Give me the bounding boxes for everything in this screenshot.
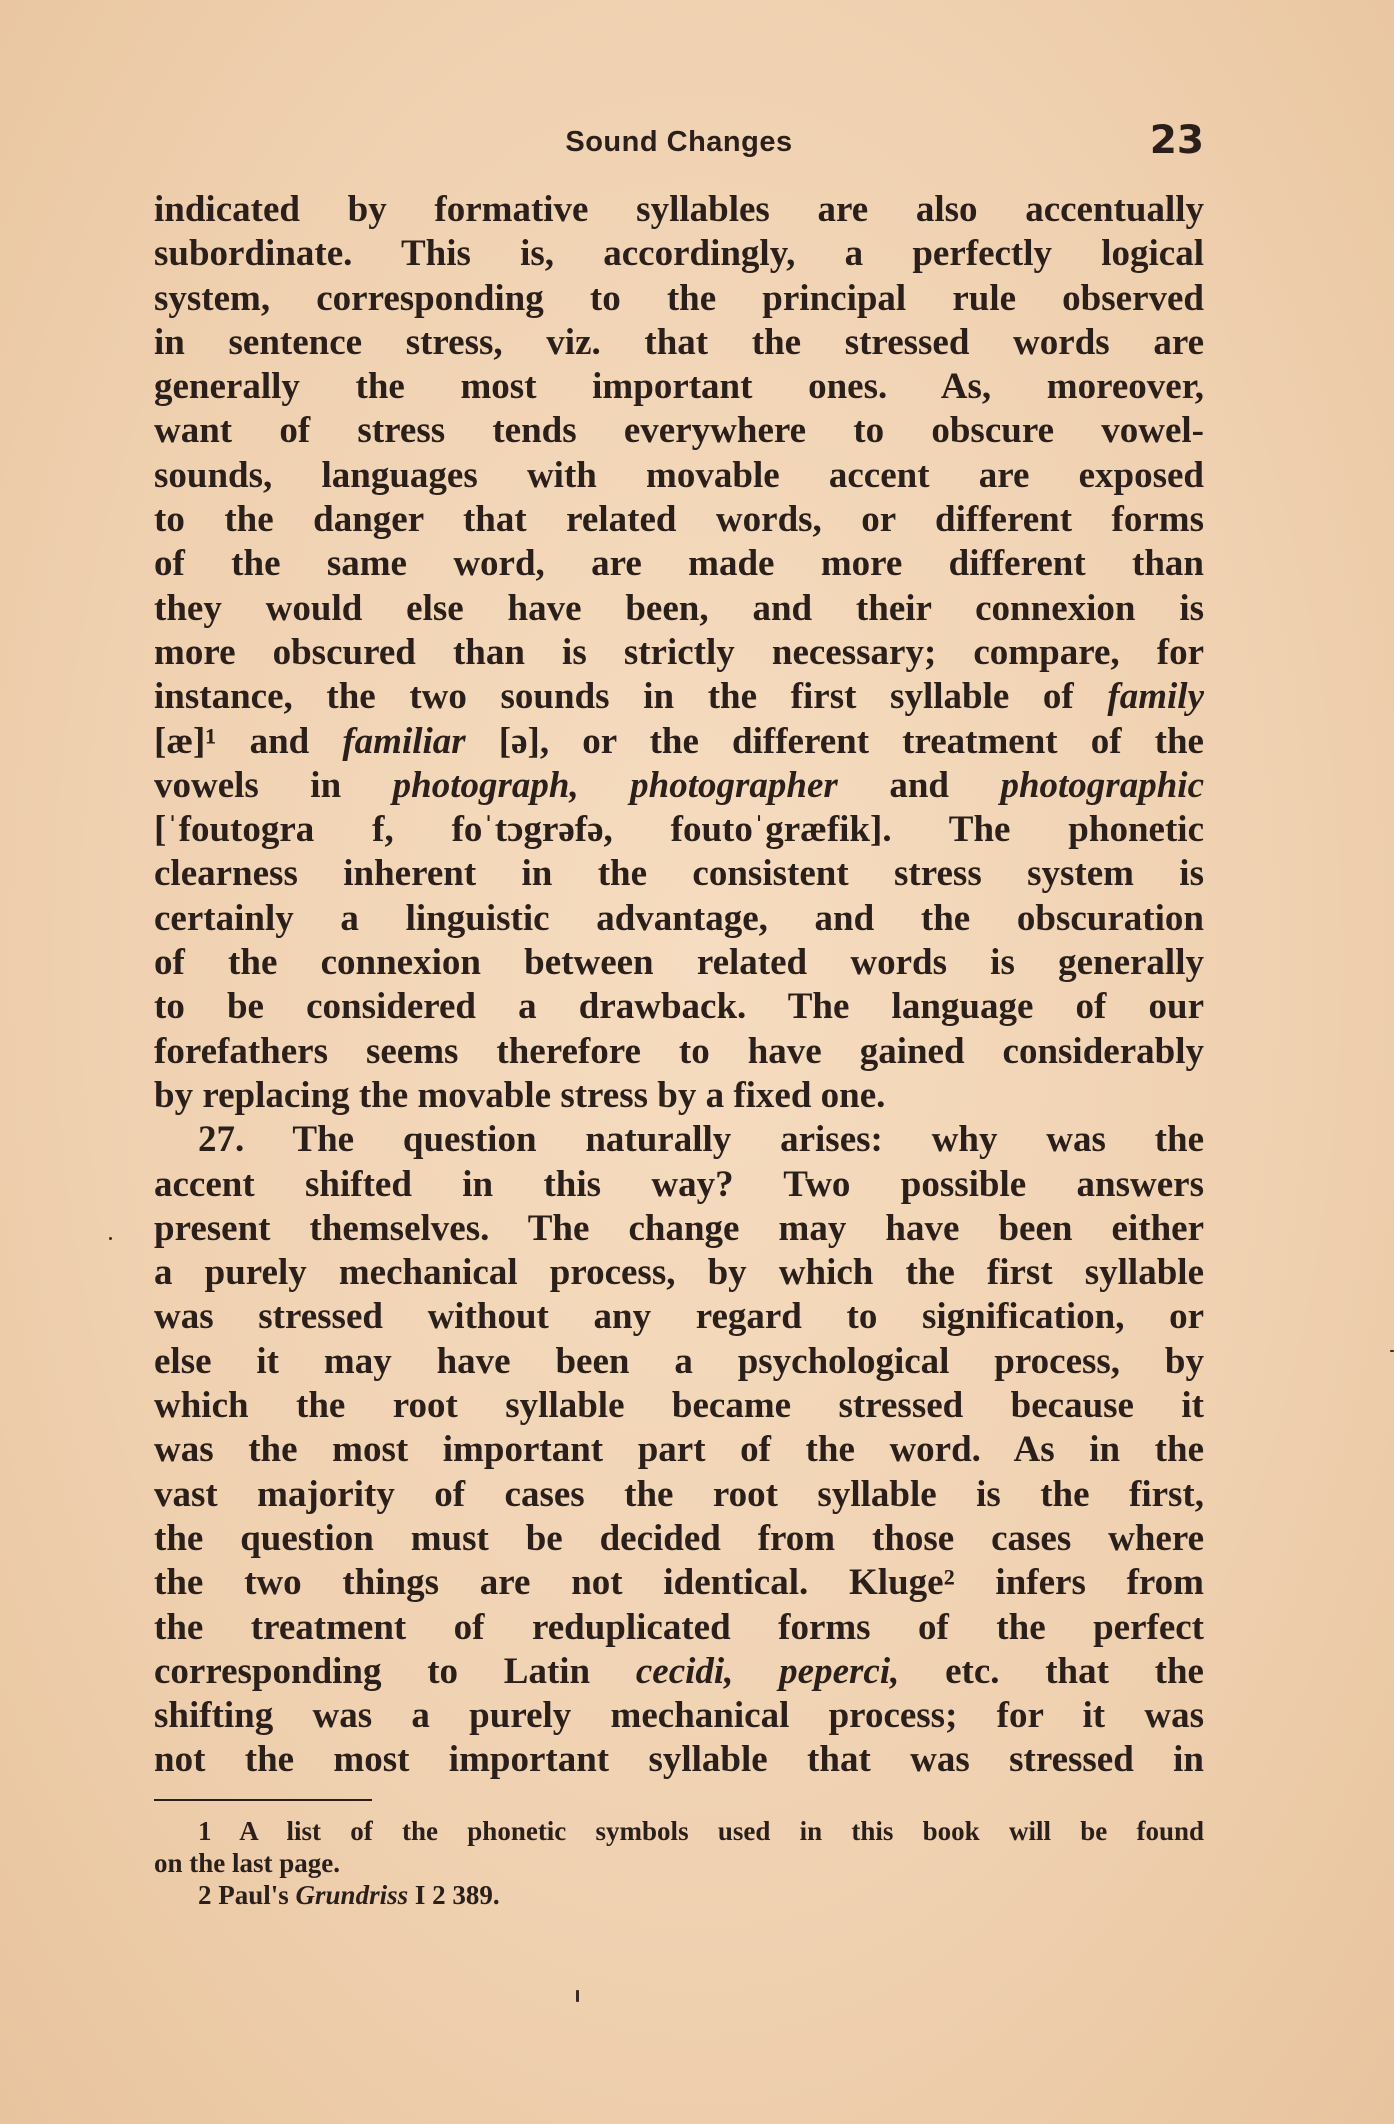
body-line bbox=[154, 852, 1204, 896]
body-line bbox=[154, 542, 1204, 586]
text-run: vast majority of cases the root syllable is the first, bbox=[154, 1473, 1204, 1515]
body-line bbox=[154, 985, 1204, 1029]
text-run: accent shifted in this way? Two possible answers bbox=[154, 1163, 1204, 1205]
body-line bbox=[154, 409, 1204, 453]
print-speck bbox=[576, 1990, 579, 2002]
body-line bbox=[154, 1340, 1204, 1384]
body-line bbox=[154, 277, 1204, 321]
body-line bbox=[154, 365, 1204, 409]
body-line bbox=[154, 1074, 1204, 1118]
text-run: 27. The question naturally arises: why was the bbox=[198, 1119, 1204, 1161]
body-line bbox=[154, 1207, 1204, 1251]
body-line bbox=[154, 232, 1204, 276]
text-run: I 2 389. bbox=[408, 1880, 500, 1910]
footnotes-line bbox=[154, 1847, 1204, 1879]
print-speck bbox=[109, 1237, 112, 1240]
body-line bbox=[154, 1251, 1204, 1295]
body-line bbox=[154, 941, 1204, 985]
body-line bbox=[154, 321, 1204, 365]
text-run: of the same word, are made more different than bbox=[154, 543, 1204, 585]
text-run: corresponding to Latin bbox=[154, 1650, 636, 1692]
body-line bbox=[154, 1384, 1204, 1428]
text-run: sounds, languages with movable accent are exposed bbox=[154, 454, 1204, 496]
body-line bbox=[154, 720, 1204, 764]
text-run: not the most important syllable that was stressed in bbox=[154, 1739, 1204, 1781]
body-line bbox=[154, 1606, 1204, 1650]
text-run: etc. that the bbox=[899, 1650, 1204, 1692]
body-line bbox=[154, 1163, 1204, 1207]
body-line bbox=[154, 764, 1204, 808]
text-run: was the most important part of the word. As in the bbox=[154, 1429, 1204, 1471]
text-run: on the last page. bbox=[154, 1848, 341, 1878]
print-speck bbox=[1390, 1350, 1394, 1352]
text-run: to the danger that related words, or different forms bbox=[154, 499, 1204, 541]
body-line bbox=[154, 1561, 1204, 1605]
body-line bbox=[154, 1295, 1204, 1339]
text-run: 2 Paul's bbox=[198, 1880, 296, 1910]
italic-text: family bbox=[1107, 676, 1204, 718]
text-run: [ə], or the different treatment of the bbox=[465, 720, 1204, 762]
text-run: to be considered a drawback. The language of our bbox=[154, 986, 1204, 1028]
text-run: instance, the two sounds in the first syllable of bbox=[154, 676, 1108, 718]
body-line bbox=[154, 1650, 1204, 1694]
text-run: and bbox=[837, 764, 1001, 806]
italic-text: photograph, photographer bbox=[392, 764, 838, 806]
text-run: certainly a linguistic advantage, and the obscuration bbox=[154, 897, 1204, 939]
body-line bbox=[154, 1428, 1204, 1472]
text-run: system, corresponding to the principal rule observed bbox=[154, 277, 1204, 319]
text-run: forefathers seems therefore to have gained considerably bbox=[154, 1030, 1204, 1072]
running-title: Sound Changes bbox=[565, 126, 793, 158]
text-run: the treatment of reduplicated forms of the perfect bbox=[154, 1606, 1204, 1648]
body-line bbox=[154, 1694, 1204, 1738]
body-line bbox=[154, 1118, 1204, 1162]
footnote-rule bbox=[154, 1799, 372, 1801]
text-run: generally the most important ones. As, moreover, bbox=[154, 366, 1204, 408]
page-number: 23 bbox=[1149, 118, 1204, 163]
text-run: in sentence stress, viz. that the stressed words are bbox=[154, 321, 1204, 363]
body-line bbox=[154, 1738, 1204, 1782]
italic-text: photographic bbox=[1000, 764, 1204, 806]
text-run: want of stress tends everywhere to obscure vowel- bbox=[154, 410, 1204, 452]
text-run: subordinate. This is, accordingly, a perfectly logical bbox=[154, 233, 1204, 275]
text-run: more obscured than is strictly necessary; compare, for bbox=[154, 631, 1204, 673]
body-line bbox=[154, 587, 1204, 631]
text-run: vowels in bbox=[154, 764, 393, 806]
italic-text: cecidi, peperci, bbox=[635, 1650, 900, 1692]
text-run: the two things are not identical. Kluge² infers from bbox=[154, 1562, 1204, 1604]
text-run: indicated by formative syllables are also accentually bbox=[154, 189, 1204, 230]
text-run: shifting was a purely mechanical process; for it was bbox=[154, 1695, 1204, 1737]
body-text bbox=[154, 188, 1204, 1783]
footnotes-line bbox=[154, 1815, 1204, 1847]
text-run: of the connexion between related words is generally bbox=[154, 942, 1204, 984]
italic-text: Grundriss bbox=[295, 1880, 409, 1910]
text-run: [æ]¹ and bbox=[154, 720, 343, 762]
footnotes-line bbox=[154, 1879, 1204, 1911]
text-run: by replacing the movable stress by a fixed one. bbox=[154, 1074, 886, 1116]
body-line bbox=[154, 631, 1204, 675]
text-run: they would else have been, and their connexion is bbox=[154, 587, 1204, 629]
body-line bbox=[154, 897, 1204, 941]
text-run: else it may have been a psychological process, by bbox=[154, 1340, 1204, 1382]
body-line bbox=[154, 188, 1204, 232]
body-line bbox=[154, 675, 1204, 719]
text-run: clearness inherent in the consistent stress system is bbox=[154, 853, 1204, 895]
running-head bbox=[154, 118, 1204, 168]
body-line bbox=[154, 808, 1204, 852]
text-run: was stressed without any regard to signification, or bbox=[154, 1296, 1204, 1338]
body-line bbox=[154, 1030, 1204, 1074]
body-line bbox=[154, 454, 1204, 498]
text-run: present themselves. The change may have been either bbox=[154, 1207, 1204, 1249]
body-line bbox=[154, 1517, 1204, 1561]
text-run: [ˈfoutogra f, foˈtɔgrəfə, foutoˈgræfik]. The phonetic bbox=[154, 809, 1204, 851]
italic-text: familiar bbox=[342, 720, 466, 762]
body-line bbox=[154, 1473, 1204, 1517]
text-run: which the root syllable became stressed because it bbox=[154, 1385, 1204, 1427]
body-line bbox=[154, 498, 1204, 542]
text-run: a purely mechanical process, by which the first syllable bbox=[154, 1252, 1204, 1294]
footnotes bbox=[154, 1815, 1204, 1911]
text-run: 1 A list of the phonetic symbols used in this book will be found bbox=[198, 1816, 1204, 1846]
text-run: the question must be decided from those cases where bbox=[154, 1517, 1204, 1559]
